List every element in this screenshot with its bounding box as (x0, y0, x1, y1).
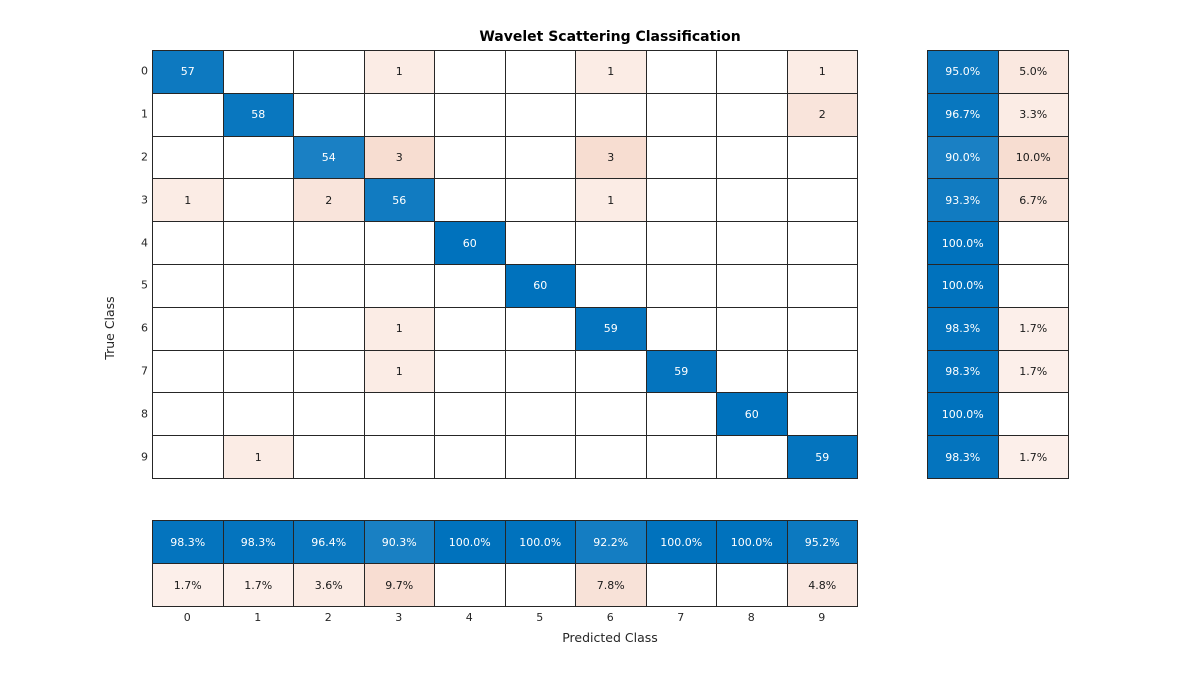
row-summary-incorrect-r5 (999, 265, 1070, 308)
y-tick-label-6: 6 (141, 321, 148, 335)
y-tick-label-1: 1 (141, 107, 148, 121)
column-summary-correct-c3: 90.3% (365, 521, 436, 564)
matrix-cell-r7c0 (153, 351, 224, 394)
matrix-cell-r6c7 (647, 308, 718, 351)
matrix-cell-r7c4 (435, 351, 506, 394)
matrix-cell-r6c1 (224, 308, 295, 351)
row-summary-correct-r8: 100.0% (928, 393, 999, 436)
row-summary-grid (927, 50, 1069, 479)
matrix-cell-r4c3 (365, 222, 436, 265)
matrix-cell-r5c6 (576, 265, 647, 308)
matrix-cell-r3c5 (506, 179, 577, 222)
column-summary-incorrect-c6: 7.8% (576, 564, 647, 607)
matrix-cell-r1c8 (717, 94, 788, 137)
row-summary-correct-r4: 100.0% (928, 222, 999, 265)
row-summary-incorrect-r0: 5.0% (999, 51, 1070, 94)
matrix-cell-r9c6 (576, 436, 647, 479)
y-axis-label: True Class (101, 296, 117, 360)
matrix-cell-r5c9 (788, 265, 859, 308)
matrix-cell-r8c7 (647, 393, 718, 436)
row-summary-incorrect-r1: 3.3% (999, 94, 1070, 137)
row-summary-incorrect-r8 (999, 393, 1070, 436)
column-summary-correct-c6: 92.2% (576, 521, 647, 564)
matrix-cell-r7c3: 1 (365, 351, 436, 394)
matrix-cell-r0c3: 1 (365, 51, 436, 94)
matrix-cell-r2c3: 3 (365, 137, 436, 180)
matrix-cell-r4c6 (576, 222, 647, 265)
matrix-cell-r5c1 (224, 265, 295, 308)
x-tick-label-4: 4 (465, 611, 473, 624)
matrix-cell-r8c4 (435, 393, 506, 436)
x-tick-label-9: 9 (818, 611, 826, 624)
matrix-cell-r9c4 (435, 436, 506, 479)
column-summary-correct-c8: 100.0% (717, 521, 788, 564)
x-tick-label-3: 3 (395, 611, 403, 624)
column-summary-correct-c5: 100.0% (506, 521, 577, 564)
x-tick-label-0: 0 (183, 611, 191, 624)
matrix-cell-r2c5 (506, 137, 577, 180)
matrix-cell-r2c8 (717, 137, 788, 180)
matrix-cell-r3c8 (717, 179, 788, 222)
column-summary-incorrect-c7 (647, 564, 718, 607)
matrix-cell-r3c0: 1 (153, 179, 224, 222)
column-summary-incorrect-c4 (435, 564, 506, 607)
column-summary-grid (152, 520, 858, 607)
matrix-cell-r8c8: 60 (717, 393, 788, 436)
matrix-cell-r1c2 (294, 94, 365, 137)
row-summary-correct-r1: 96.7% (928, 94, 999, 137)
confusion-matrix-grid (152, 50, 858, 479)
matrix-cell-r7c1 (224, 351, 295, 394)
matrix-cell-r9c8 (717, 436, 788, 479)
matrix-cell-r0c6: 1 (576, 51, 647, 94)
matrix-cell-r5c0 (153, 265, 224, 308)
matrix-cell-r1c7 (647, 94, 718, 137)
matrix-cell-r3c6: 1 (576, 179, 647, 222)
matrix-cell-r2c0 (153, 137, 224, 180)
y-tick-label-4: 4 (141, 236, 148, 250)
matrix-cell-r9c1: 1 (224, 436, 295, 479)
matrix-cell-r1c1: 58 (224, 94, 295, 137)
matrix-cell-r7c9 (788, 351, 859, 394)
matrix-cell-r2c1 (224, 137, 295, 180)
matrix-cell-r5c5: 60 (506, 265, 577, 308)
matrix-cell-r2c4 (435, 137, 506, 180)
row-summary-correct-r2: 90.0% (928, 137, 999, 180)
matrix-cell-r6c5 (506, 308, 577, 351)
matrix-cell-r0c2 (294, 51, 365, 94)
x-axis-label: Predicted Class (562, 630, 658, 645)
column-summary-incorrect-c9: 4.8% (788, 564, 859, 607)
matrix-cell-r7c8 (717, 351, 788, 394)
x-tick-label-6: 6 (606, 611, 614, 624)
y-tick-label-2: 2 (141, 150, 148, 164)
matrix-cell-r0c4 (435, 51, 506, 94)
matrix-cell-r0c8 (717, 51, 788, 94)
row-summary-correct-r3: 93.3% (928, 179, 999, 222)
y-tick-label-8: 8 (141, 407, 148, 421)
matrix-cell-r4c4: 60 (435, 222, 506, 265)
matrix-cell-r0c7 (647, 51, 718, 94)
matrix-cell-r2c9 (788, 137, 859, 180)
matrix-cell-r6c6: 59 (576, 308, 647, 351)
matrix-cell-r9c0 (153, 436, 224, 479)
column-summary-incorrect-c1: 1.7% (224, 564, 295, 607)
row-summary-correct-r9: 98.3% (928, 436, 999, 479)
matrix-cell-r5c2 (294, 265, 365, 308)
x-tick-label-7: 7 (677, 611, 685, 624)
row-summary-correct-r7: 98.3% (928, 351, 999, 394)
matrix-cell-r5c8 (717, 265, 788, 308)
column-summary-correct-c4: 100.0% (435, 521, 506, 564)
matrix-cell-r4c1 (224, 222, 295, 265)
matrix-cell-r8c0 (153, 393, 224, 436)
matrix-cell-r3c7 (647, 179, 718, 222)
y-tick-label-5: 5 (141, 278, 148, 292)
column-summary-incorrect-c8 (717, 564, 788, 607)
x-tick-label-1: 1 (254, 611, 262, 624)
matrix-cell-r7c5 (506, 351, 577, 394)
column-summary-incorrect-c2: 3.6% (294, 564, 365, 607)
matrix-cell-r3c4 (435, 179, 506, 222)
matrix-cell-r1c5 (506, 94, 577, 137)
matrix-cell-r6c9 (788, 308, 859, 351)
matrix-cell-r4c0 (153, 222, 224, 265)
column-summary-correct-c2: 96.4% (294, 521, 365, 564)
matrix-cell-r1c0 (153, 94, 224, 137)
matrix-cell-r4c9 (788, 222, 859, 265)
matrix-cell-r5c4 (435, 265, 506, 308)
matrix-cell-r6c8 (717, 308, 788, 351)
matrix-cell-r0c0: 57 (153, 51, 224, 94)
matrix-cell-r7c7: 59 (647, 351, 718, 394)
row-summary-incorrect-r3: 6.7% (999, 179, 1070, 222)
matrix-cell-r9c3 (365, 436, 436, 479)
matrix-cell-r6c3: 1 (365, 308, 436, 351)
matrix-cell-r2c2: 54 (294, 137, 365, 180)
matrix-cell-r0c5 (506, 51, 577, 94)
matrix-cell-r4c5 (506, 222, 577, 265)
matrix-cell-r8c5 (506, 393, 577, 436)
matrix-cell-r4c8 (717, 222, 788, 265)
matrix-cell-r9c9: 59 (788, 436, 859, 479)
y-tick-label-0: 0 (141, 64, 148, 78)
matrix-cell-r3c3: 56 (365, 179, 436, 222)
column-summary-correct-c7: 100.0% (647, 521, 718, 564)
column-summary-incorrect-c0: 1.7% (153, 564, 224, 607)
matrix-cell-r8c3 (365, 393, 436, 436)
column-summary-correct-c1: 98.3% (224, 521, 295, 564)
matrix-cell-r3c2: 2 (294, 179, 365, 222)
matrix-cell-r8c9 (788, 393, 859, 436)
matrix-cell-r1c3 (365, 94, 436, 137)
row-summary-correct-r6: 98.3% (928, 308, 999, 351)
matrix-cell-r2c6: 3 (576, 137, 647, 180)
matrix-cell-r8c6 (576, 393, 647, 436)
y-tick-label-9: 9 (141, 450, 148, 464)
matrix-cell-r1c6 (576, 94, 647, 137)
matrix-cell-r2c7 (647, 137, 718, 180)
matrix-cell-r1c4 (435, 94, 506, 137)
matrix-cell-r4c7 (647, 222, 718, 265)
matrix-cell-r0c9: 1 (788, 51, 859, 94)
matrix-cell-r9c2 (294, 436, 365, 479)
matrix-cell-r6c2 (294, 308, 365, 351)
matrix-cell-r9c7 (647, 436, 718, 479)
matrix-cell-r4c2 (294, 222, 365, 265)
row-summary-incorrect-r2: 10.0% (999, 137, 1070, 180)
row-summary-incorrect-r7: 1.7% (999, 351, 1070, 394)
matrix-cell-r1c9: 2 (788, 94, 859, 137)
matrix-cell-r7c2 (294, 351, 365, 394)
matrix-cell-r5c3 (365, 265, 436, 308)
row-summary-correct-r0: 95.0% (928, 51, 999, 94)
row-summary-correct-r5: 100.0% (928, 265, 999, 308)
column-summary-correct-c0: 98.3% (153, 521, 224, 564)
x-tick-label-2: 2 (324, 611, 332, 624)
x-tick-label-5: 5 (536, 611, 544, 624)
column-summary-incorrect-c5 (506, 564, 577, 607)
y-tick-label-3: 3 (141, 193, 148, 207)
row-summary-incorrect-r6: 1.7% (999, 308, 1070, 351)
column-summary-correct-c9: 95.2% (788, 521, 859, 564)
matrix-cell-r7c6 (576, 351, 647, 394)
matrix-cell-r5c7 (647, 265, 718, 308)
matrix-cell-r6c0 (153, 308, 224, 351)
matrix-cell-r0c1 (224, 51, 295, 94)
matrix-cell-r3c1 (224, 179, 295, 222)
column-summary-incorrect-c3: 9.7% (365, 564, 436, 607)
matrix-cell-r6c4 (435, 308, 506, 351)
matrix-cell-r3c9 (788, 179, 859, 222)
x-tick-label-8: 8 (747, 611, 755, 624)
chart-title: Wavelet Scattering Classification (479, 29, 741, 45)
row-summary-incorrect-r9: 1.7% (999, 436, 1070, 479)
matrix-cell-r8c2 (294, 393, 365, 436)
matrix-cell-r9c5 (506, 436, 577, 479)
matrix-cell-r8c1 (224, 393, 295, 436)
y-tick-label-7: 7 (141, 364, 148, 378)
row-summary-incorrect-r4 (999, 222, 1070, 265)
